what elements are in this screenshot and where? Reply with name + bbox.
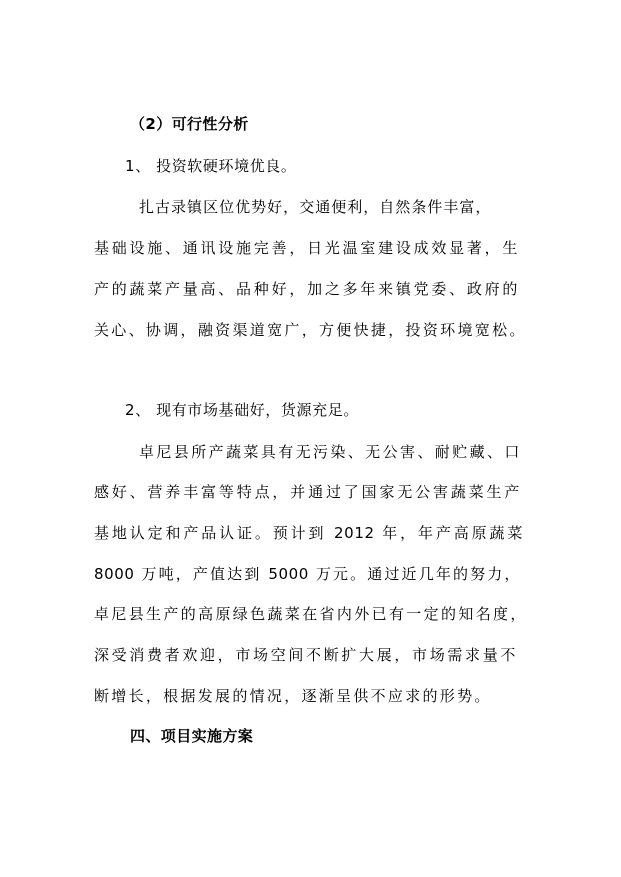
point-1-line-2: 基础设施、通讯设施完善，日光温室建设成效显著，生 (94, 239, 518, 257)
point-2-line-6: 深受消费者欢迎，市场空间不断扩大展，市场需求量不 (94, 646, 516, 664)
point-2-line-3: 基地认定和产品认证。预计到 2012 年，年产高原蔬菜 (94, 524, 523, 542)
point-2-title: 2、 现有市场基础好，货源充足。 (125, 401, 359, 419)
point-1-line-3: 产的蔬菜产量高、品种好，加之多年来镇党委、政府的 (94, 280, 518, 298)
point-2-line-5: 卓尼县生产的高原绿色蔬菜在省内外已有一定的知名度， (94, 605, 526, 623)
point-2-line-1: 卓尼县所产蔬菜具有无污染、无公害、耐贮藏、口 (139, 443, 520, 461)
point-2-line-7: 断增长，根据发展的情况，逐渐呈供不应求的形势。 (94, 687, 490, 705)
subsection-title: （2）可行性分析 (130, 115, 249, 133)
point-2-line-2: 感好、营养丰富等特点，并通过了国家无公害蔬菜生产 (94, 483, 520, 501)
point-2-line-4: 8000 万吨，产值达到 5000 万元。通过近几年的努力， (94, 565, 520, 583)
section-title: 四、项目实施方案 (130, 727, 254, 745)
point-1-title: 1、 投资软硬环境优良。 (125, 157, 297, 175)
point-1-line-1: 扎古录镇区位优势好，交通便利，自然条件丰富， (139, 198, 491, 216)
point-1-line-4: 关心、协调，融资渠道宽广，方便快捷，投资环境宽松。 (94, 321, 525, 339)
